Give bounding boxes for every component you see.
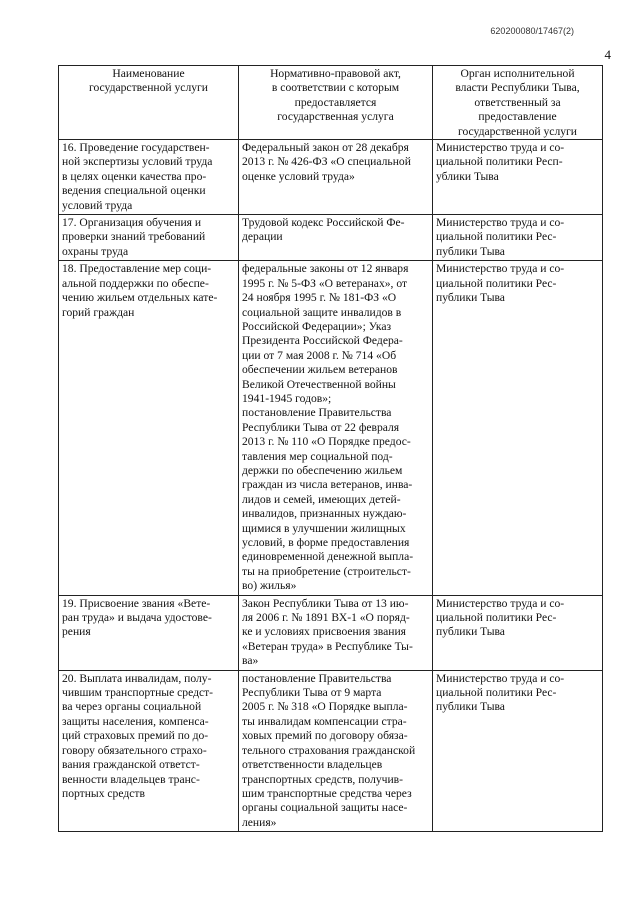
cell-service: 17. Организация обучения и проверки знаний требований охраны труда bbox=[59, 215, 239, 261]
cell-authority: Министерство труда и со- циальной политики Рес- публики Тыва bbox=[433, 261, 603, 595]
table-row bbox=[59, 595, 603, 670]
cell-act: Закон Республики Тыва от 13 ию- ля 2006 г. № 1891 ВХ-1 «О поряд- ке и условиях присвоения звания «Ветеран труда» в Республике Ты- ва» bbox=[239, 595, 433, 670]
cell-act: постановление Правительства Республики Тыва от 9 марта 2005 г. № 318 «О Порядке выпла- ты инвалидам компенсации стра- ховых премий по договору обяза- тельного страхования гражданской ответственности владельцев транспортных средств, получив- шим транспортные средства через органы социальной защиты насе- ления» bbox=[239, 670, 433, 831]
cell-act: Трудовой кодекс Российской Фе- дерации bbox=[239, 215, 433, 261]
cell-authority: Министерство труда и со- циальной политики Рес- публики Тыва bbox=[433, 215, 603, 261]
cell-service: 20. Выплата инвалидам, полу- чившим транспортные средст- ва через органы социальной защиты населения, компенса- ций страховых премий по до- говору обязательного страхо- вания гражданской ответст- венности владельцев транс- портных средств bbox=[59, 670, 239, 831]
cell-authority: Министерство труда и со- циальной политики Рес- публики Тыва bbox=[433, 670, 603, 831]
column-header-act: Нормативно-правовой акт, в соответствии с которым предоставляется государственная услуга bbox=[239, 66, 433, 140]
table-row bbox=[59, 670, 603, 831]
table-header bbox=[59, 66, 603, 140]
column-header-service: Наименование государственной услуги bbox=[59, 66, 239, 140]
services-table bbox=[58, 65, 603, 832]
document-id: 620200080/17467(2) bbox=[490, 26, 574, 36]
table-row bbox=[59, 215, 603, 261]
cell-authority: Министерство труда и со- циальной политики Респ- ублики Тыва bbox=[433, 140, 603, 215]
cell-act: Федеральный закон от 28 декабря 2013 г. № 426-ФЗ «О специальной оценке условий труда» bbox=[239, 140, 433, 215]
page-number: 4 bbox=[604, 47, 611, 62]
cell-authority: Министерство труда и со- циальной политики Рес- публики Тыва bbox=[433, 595, 603, 670]
column-header-authority: Орган исполнительной власти Республики Тыва, ответственный за предоставление государственной услуги bbox=[433, 66, 603, 140]
table-row bbox=[59, 261, 603, 595]
cell-service: 16. Проведение государствен- ной экспертизы условий труда в целях оценки качества про- ведения специальной оценки условий труда bbox=[59, 140, 239, 215]
header-row bbox=[59, 66, 603, 140]
table-body bbox=[59, 140, 603, 832]
table-row bbox=[59, 140, 603, 215]
cell-act: федеральные законы от 12 января 1995 г. № 5-ФЗ «О ветеранах», от 24 ноября 1995 г. № 181-ФЗ «О социальной защите инвалидов в Российской Федерации»; Указ Президента Российской Федера- ции от 7 мая 2008 г. № 714 «Об обеспечении жильем ветеранов Великой Отечественной войны 1941-1945 годов»; постановление Правительства Республики Тыва от 22 февраля 2013 г. № 110 «О Порядке предос- тавления мер социальной под- держки по обеспечению жильем граждан из числа ветеранов, инва- лидов и семей, имеющих детей- инвалидов, признанных нуждаю- щимися в улучшении жилищных условий, в форме предоставления единовременной денежной выпла- ты на приобретение (строительст- во) жилья» bbox=[239, 261, 433, 595]
cell-service: 19. Присвоение звания «Вете- ран труда» и выдача удостове- рения bbox=[59, 595, 239, 670]
cell-service: 18. Предоставление мер соци- альной поддержки по обеспе- чению жильем отдельных кате- горий граждан bbox=[59, 261, 239, 595]
